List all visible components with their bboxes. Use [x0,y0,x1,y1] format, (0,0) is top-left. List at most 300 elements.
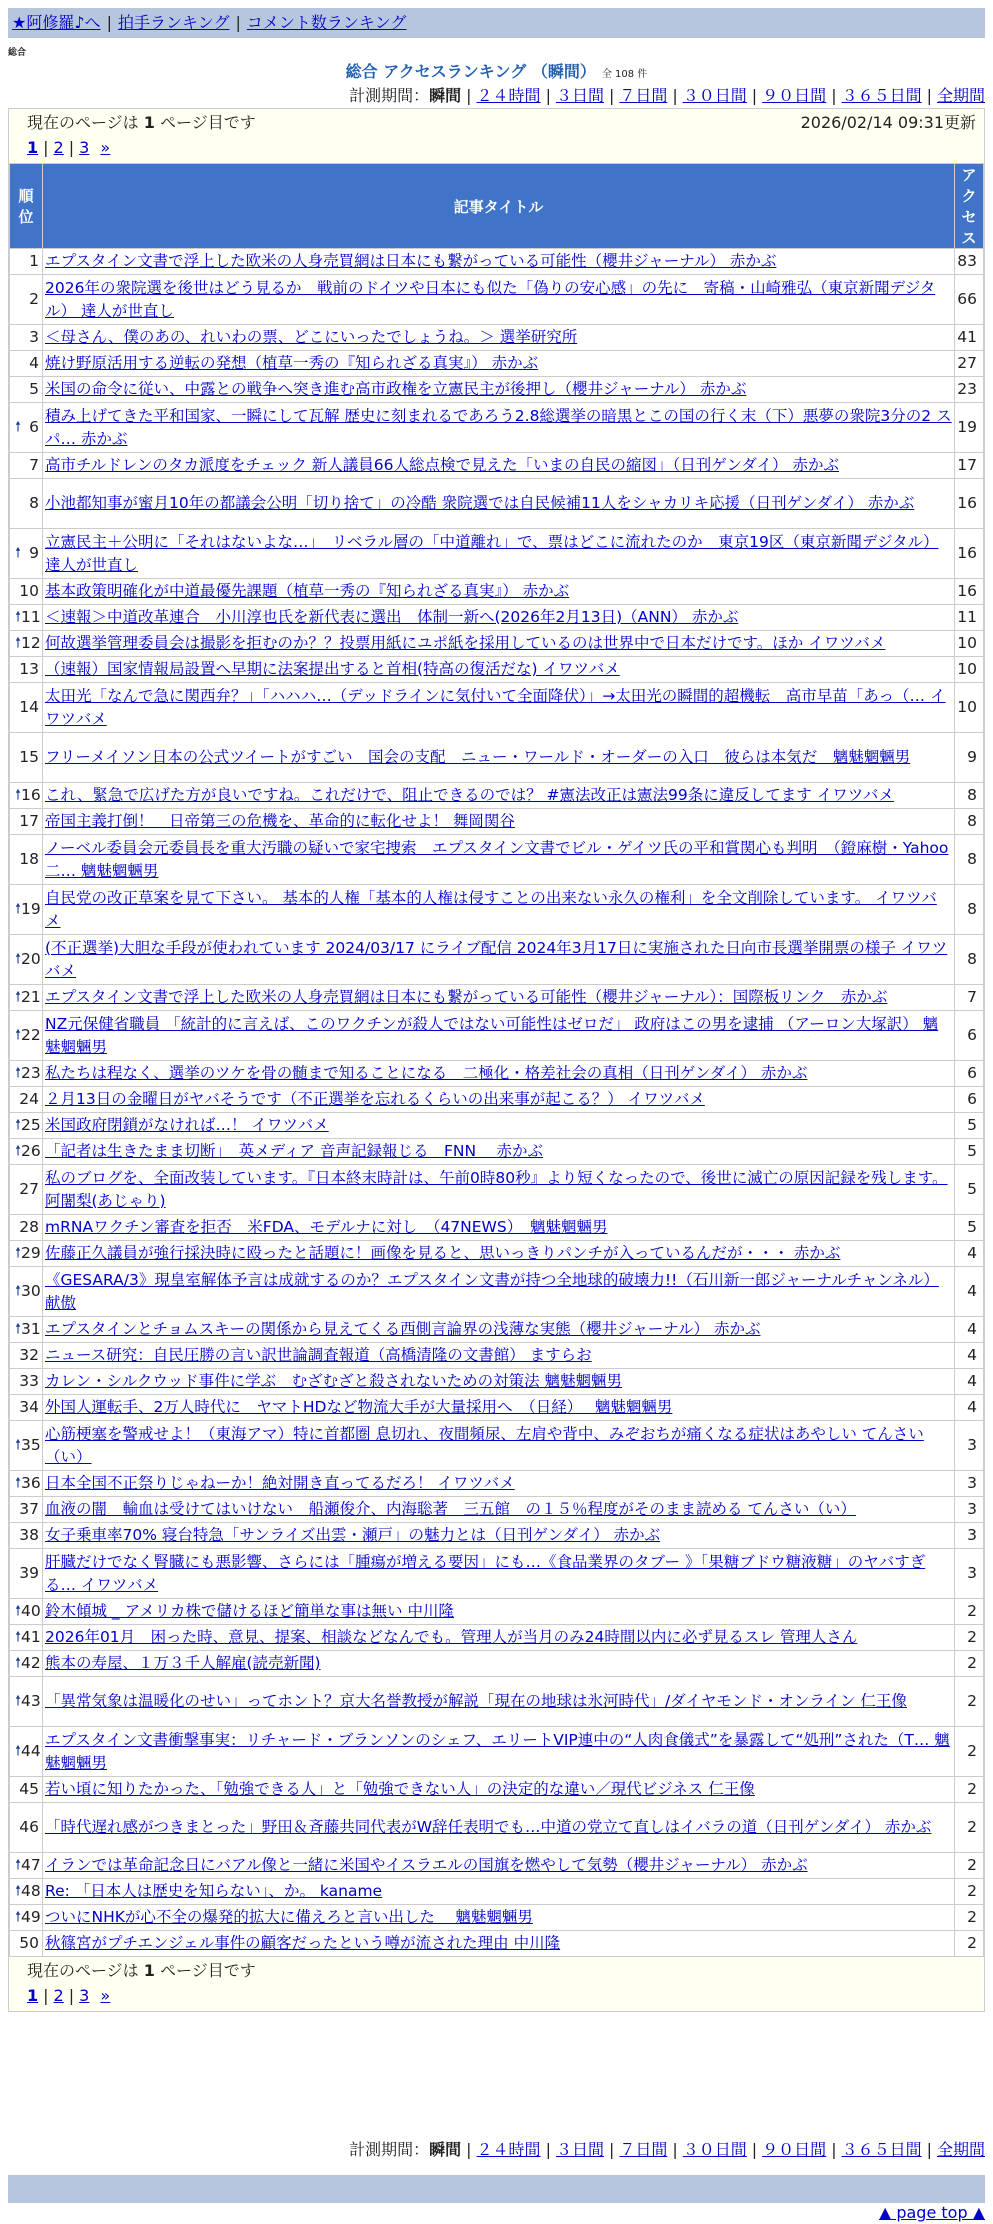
period-3[interactable]: ７日間 [619,86,668,105]
table-row [10,885,983,934]
access-count: 16 [955,529,983,578]
rank-number: 14 [19,698,39,716]
separator: | [672,86,678,105]
rank-number: 19 [21,900,41,918]
title-cell [43,1087,954,1112]
article-link[interactable]: 私のブログを、全面改装しています。『日本終末時計は、午前0時80秒』より短くなったので、後世に滅亡の原因記録を残します。 阿闍梨(あじゃり) [45,1168,948,1210]
separator: | [608,86,615,105]
separator: | [466,86,472,105]
table-row [10,1471,983,1496]
rank-number: 5 [29,380,39,398]
access-count: 9 [955,733,983,782]
rank-number: 25 [21,1116,41,1134]
rank-cell [10,377,42,402]
rank-up-icon: 🠕 [15,1629,22,1645]
access-count: 2 [955,1905,983,1930]
table-row [10,631,983,656]
rank-cell [10,1497,42,1522]
access-header: アクセス [955,164,983,248]
table-row [10,1113,983,1138]
separator: | [608,2140,615,2159]
table-row [10,1853,983,1878]
rank-number: 50 [19,1934,39,1952]
article-link[interactable]: 積み上げてきた平和国家、一瞬にして瓦解 歴史に刻まれるであろう2.8総選挙の暗黒とこの国の行く末（下）悪夢の衆院3分の2 スパ… 赤かぶ [45,406,952,448]
rank-cell [10,733,42,782]
table-row [10,783,983,808]
next-page-link[interactable]: » [100,1986,111,2005]
article-link[interactable]: 太田光「なんで急に関西弁？」「ハハハ…（デッドラインに気付いて全面降伏）」→太田光の瞬間的超機転 高市早苗「あっ（… イワツバメ [45,686,946,728]
period-2[interactable]: ３日間 [555,2140,604,2159]
rank-number: 48 [21,1882,41,1900]
current-page-number: 1 [143,1961,155,1980]
rank-cell [10,657,42,682]
article-link[interactable]: エプスタイン文書で浮上した欧米の人身売買網は日本にも繋がっている可能性（櫻井ジャーナル） 赤かぶ [45,252,777,270]
access-count: 16 [955,479,983,528]
comment-ranking-link[interactable]: コメント数ランキング [246,13,407,32]
access-count: 10 [955,683,983,732]
rank-cell [10,1549,42,1598]
access-count: 3 [955,1523,983,1548]
rank-cell [10,1599,42,1624]
article-link[interactable]: 女子乗車率70% 寝台特急「サンライズ出雲・瀬戸」の魅力とは（日刊ゲンダイ） 赤かぶ [45,1526,661,1544]
rank-cell [10,1369,42,1394]
access-count: 16 [955,579,983,604]
rank-number: 41 [21,1628,41,1646]
title-cell [43,1011,954,1060]
rank-cell [10,1241,42,1266]
article-link[interactable]: NZ元保健省職員 「統計的に言えば、このワクチンが殺人ではない可能性はゼロだ」 政府はこの男を逮捕 （アーロン大塚訳） 魑魅魍魎男 [45,1014,939,1056]
table-row [10,1931,983,1956]
rank-cell [10,985,42,1010]
current-page-number: 1 [143,113,155,132]
title-cell [43,1317,954,1342]
rank-number: 18 [19,850,39,868]
title-cell [43,1395,954,1420]
next-page-link[interactable]: » [100,138,111,157]
separator: | [751,86,758,105]
title-cell [43,733,954,782]
article-link[interactable]: 焼け野原活用する逆転の発想（植草一秀の『知られざる真実』） 赤かぶ [45,354,539,372]
rank-cell [10,1931,42,1956]
ranking-title: 総合 アクセスランキング （瞬間） [345,62,596,81]
rank-number: 28 [19,1218,39,1236]
separator: | [831,2140,837,2159]
rank-up-icon: 🠕 [15,1245,22,1261]
article-link[interactable]: エプスタインとチョムスキーの関係から見えてくる西側言論界の浅薄な実態（櫻井ジャーナル） 赤かぶ [45,1320,761,1338]
separator: | [466,2140,472,2159]
access-count: 8 [955,783,983,808]
article-link[interactable]: これ、緊急で広げた方が良いですね。これだけで、阻止できるのでは？ #憲法改正は憲法99条に違反してます イワツバメ [45,786,894,804]
rank-cell [10,1267,42,1316]
article-link[interactable]: 外国人運転手、2万人時代に ヤマトHDなど物流大手が大量採用へ （日経） 魑魅魍魎男 [45,1398,673,1416]
rank-number: 30 [21,1282,41,1300]
title-cell [43,249,954,274]
table-row [10,1879,983,1904]
table-row [10,1369,983,1394]
access-count: 5 [955,1139,983,1164]
title-cell [43,579,954,604]
title-cell [43,325,954,350]
article-link[interactable]: ２月13日の金曜日がヤバそうです（不正選挙を忘れるくらいの出来事が起こる？） イワツバメ [45,1090,705,1108]
title-cell [43,1241,954,1266]
page-link-3[interactable]: 3 [79,138,90,157]
separator: | [68,1986,75,2005]
article-link[interactable]: 「異常気象は温暖化のせい」ってホント？京大名誉教授が解説「現在の地球は氷河時代」/ダイヤモンド・オンライン 仁王像 [45,1692,907,1710]
rank-number: 43 [21,1692,41,1710]
bottom-bar [8,2175,985,2203]
rank-number: 17 [19,812,39,830]
rank-cell [10,1061,42,1086]
rank-number: 33 [19,1372,39,1390]
rank-cell [10,1853,42,1878]
access-count: 8 [955,809,983,834]
article-link[interactable]: 肝臓だけでなく腎臓にも悪影響、さらには「腫瘍が増える要因」にも…《食品業界のタブー 》「果糖ブドウ糖液糖」のヤバすぎる… イワツバメ [45,1552,926,1594]
rank-number: 16 [21,786,41,804]
access-count: 4 [955,1369,983,1394]
title-cell [43,1165,954,1214]
title-cell [43,529,954,578]
title-cell [43,275,954,324]
title-cell [43,1879,954,1904]
article-link[interactable]: 自民党の改正草案を見て下さい。 基本的人権「基本的人権は侵すことの出来ない永久の権利」を全文削除しています。 イワツバメ [45,888,937,930]
title-cell [43,1113,954,1138]
article-link[interactable]: 心筋梗塞を警戒せよ！（東海アマ）特に首都圏 息切れ、夜間頻尿、左肩や背中、みぞおちが痛くなる症状はあやしい てんさい（い） [45,1424,924,1466]
rank-number: 46 [19,1818,39,1836]
page-link-1[interactable]: 1 [27,138,39,157]
top-nav-bar: ★阿修羅♪へ | 拍手ランキング | コメント数ランキング [8,8,985,38]
article-link[interactable]: 佐藤正久議員が強行採決時に殴ったと話題に！画像を見ると、思いっきりパンチが入っているんだが・・・ 赤かぶ [45,1244,841,1262]
rank-up-icon: 🠕 [15,1143,22,1159]
rank-cell [10,453,42,478]
title-cell [43,631,954,656]
title-cell [43,683,954,732]
current-page-suffix: ページ目です [160,1961,256,1980]
article-link[interactable]: ノーベル委員会元委員長を重大汚職の疑いで家宅捜索 エプスタイン文書でビル・ゲイツ氏の平和賞関心も判明 （鐙麻樹・Yahoo二… 魑魅魍魎男 [45,838,949,880]
rank-number: 6 [29,418,39,436]
page-link-2[interactable]: 2 [53,1986,64,2005]
rank-cell [10,403,42,452]
rank-cell [10,1471,42,1496]
access-count: 8 [955,885,983,934]
period-4[interactable]: ３０日間 [682,86,747,105]
period-2[interactable]: ３日間 [555,86,604,105]
separator: | [43,138,49,157]
table-row [10,325,983,350]
article-link[interactable]: イランでは革命記念日にバアル像と一緒に米国やイスラエルの国旗を燃やして気勢（櫻井ジャーナル） 赤かぶ [45,1856,808,1874]
table-row [10,809,983,834]
title-cell [43,783,954,808]
rank-up-icon: 🠕 [15,1117,22,1133]
table-row [10,1599,983,1624]
period-6[interactable]: ３６５日間 [841,86,922,105]
access-count: 5 [955,1113,983,1138]
rank-number: 47 [21,1856,41,1874]
access-count: 41 [955,325,983,350]
rank-up-icon: 🠕 [15,545,22,561]
article-link[interactable]: カレン・シルクウッド事件に学ぶ むざむざと殺されないための対策法 魑魅魍魎男 [45,1372,623,1390]
home-link[interactable]: ★阿修羅♪へ [12,13,101,32]
article-link[interactable]: 2026年の衆院選を後世はどう見るか 戦前のドイツや日本にも似た「偽りの安心感」の先に 寄稿・山崎雅弘（東京新聞デジタル） 達人が世直し [45,278,936,320]
period-1[interactable]: ２４時間 [476,2140,541,2159]
page-top-link[interactable]: ▲ page top ▲ [878,2203,985,2222]
rank-number: 10 [19,582,39,600]
article-link[interactable]: 立憲民主＋公明に「それはないよな…」 リベラル層の「中道離れ」で、票はどこに流れたのか 東京19区（東京新聞デジタル） 達人が世直し [45,532,939,574]
rank-up-icon: 🠕 [15,1027,22,1043]
rank-number: 34 [19,1398,39,1416]
title-cell [43,809,954,834]
title-cell [43,1549,954,1598]
title-cell [43,885,954,934]
rank-cell [10,1625,42,1650]
article-link[interactable]: 小池都知事が蜜月10年の都議会公明「切り捨て」の冷酷 衆院選では自民候補11人をシャカリキ応援（日刊ゲンダイ） 赤かぶ [45,494,915,512]
rank-up-icon: 🠕 [15,951,22,967]
rank-number: 45 [19,1780,39,1798]
rank-number: 23 [21,1064,41,1082]
separator: | [926,86,932,105]
period-7[interactable]: 全期間 [936,2140,985,2159]
title-cell [43,351,954,376]
table-row [10,1139,983,1164]
rank-cell [10,325,42,350]
article-link[interactable]: 高市チルドレンのタカ派度をチェック 新人議員66人総点検で見えた「いまの自民の縮図」（日刊ゲンダイ） 赤かぶ [45,456,839,474]
access-count: 6 [955,1087,983,1112]
title-header: 記事タイトル [43,164,954,248]
rank-number: 32 [19,1346,39,1364]
article-link[interactable]: フリーメイソン日本の公式ツイートがすごい 国会の支配 ニュー・ワールド・オーダーの入口 彼らは本気だ 魑魅魍魎男 [45,748,911,766]
article-link[interactable]: 日本全国不正祭りじゃねーか！絶対開き直ってるだろ！ イワツバメ [45,1474,515,1492]
table-row [10,1165,983,1214]
article-link[interactable]: 若い頃に知りたかった、「勉強できる人」と「勉強できない人」の決定的な違い／現代ビジネス 仁王像 [45,1780,755,1798]
rank-number: 39 [19,1564,39,1582]
rank-cell [10,683,42,732]
access-count: 2 [955,1651,983,1676]
title-cell [43,1497,954,1522]
rank-cell [10,631,42,656]
title-cell [43,1139,954,1164]
period-label: 計測期間： [349,2140,430,2159]
separator: | [545,2140,551,2159]
rank-number: 44 [21,1742,41,1760]
article-link[interactable]: ＜速報＞中道改革連合 小川淳也氏を新代表に選出 体制一新へ(2026年2月13日)（ANN） 赤かぶ [45,608,739,626]
rank-up-icon: 🠕 [15,1065,22,1081]
article-link[interactable]: 私たちは程なく、選挙のツケを骨の髄まで知ることになる 二極化・格差社会の真相（日刊ゲンダイ） 赤かぶ [45,1064,808,1082]
rank-number: 4 [29,354,39,372]
table-row [10,249,983,274]
rank-number: 15 [19,748,39,766]
period-4[interactable]: ３０日間 [682,2140,747,2159]
rank-cell [10,885,42,934]
rank-number: 3 [29,328,39,346]
title-cell [43,1061,954,1086]
rank-cell [10,809,42,834]
access-count: 2 [955,1931,983,1956]
rank-up-icon: 🠕 [15,1883,22,1899]
rank-number: 37 [19,1500,39,1518]
access-count: 3 [955,1549,983,1598]
article-link[interactable]: 帝国主義打倒！ 日帝第三の危機を、革命的に転化せよ！ 舞岡関谷 [45,812,515,830]
title-cell [43,1471,954,1496]
access-count: 4 [955,1267,983,1316]
article-link[interactable]: 血液の闇 輸血は受けてはいけない 船瀬俊介、内海聡著 三五館 の１５％程度がそのまま読める てんさい（い） [45,1500,856,1518]
rank-cell [10,935,42,984]
rank-up-icon: 🠕 [15,1693,22,1709]
rank-up-icon: 🠕 [15,1475,22,1491]
rank-up-icon: 🠕 [15,989,22,1005]
title-cell [43,1677,954,1726]
table-row [10,351,983,376]
rank-number: 40 [21,1602,41,1620]
separator: | [672,2140,678,2159]
title-cell [43,453,954,478]
access-count: 17 [955,453,983,478]
table-row [10,1677,983,1726]
period-0: 瞬間 [429,86,462,105]
rank-up-icon: 🠕 [15,1283,22,1299]
period-3[interactable]: ７日間 [619,2140,668,2159]
title-cell [43,1853,954,1878]
title-cell [43,479,954,528]
table-row [10,1523,983,1548]
article-link[interactable]: ついにNHKが心不全の爆発的拡大に備えろと言い出した 魑魅魍魎男 [45,1908,533,1926]
rank-cell [10,1395,42,1420]
separator: | [43,1986,49,2005]
rank-number: 22 [21,1026,41,1044]
rank-cell [10,1677,42,1726]
article-link[interactable]: 《GESARA/3》現皇室解体予言は成就するのか？エプスタイン文書が持つ全地球的破壊力!!（石川新一郎ジャーナルチャンネル） 献傲 [45,1270,939,1312]
rank-number: 9 [29,544,39,562]
period-5[interactable]: ９０日間 [762,2140,827,2159]
table-row [10,657,983,682]
table-row [10,733,983,782]
access-count: 10 [955,631,983,656]
period-7[interactable]: 全期間 [936,86,985,105]
table-row [10,275,983,324]
table-row [10,683,983,732]
table-row [10,579,983,604]
article-link[interactable]: ニュース研究：自民圧勝の言い訳世論調査報道（高橋清隆の文書館） ますらお [45,1346,592,1364]
ranking-panel [8,108,985,2012]
page-link-1[interactable]: 1 [27,1986,39,2005]
period-6[interactable]: ３６５日間 [841,2140,922,2159]
table-row [10,1267,983,1316]
table-row [10,1317,983,1342]
rank-number: 42 [21,1654,41,1672]
table-row [10,835,983,884]
article-link[interactable]: エプスタイン文書で浮上した欧米の人身売買網は日本にも繋がっている可能性（櫻井ジャーナル）：国際板リンク 赤かぶ [45,988,888,1006]
article-link[interactable]: 鈴木傾城 _ アメリカ株で儲けるほど簡単な事は無い 中川隆 [45,1602,454,1620]
table-row [10,1343,983,1368]
rank-up-icon: 🠕 [15,419,22,435]
rank-number: 38 [19,1526,39,1544]
access-count: 3 [955,1497,983,1522]
rank-number: 21 [21,988,41,1006]
rank-cell [10,1011,42,1060]
rank-cell [10,1215,42,1240]
title-cell [43,1905,954,1930]
rank-up-icon: 🠕 [15,1909,22,1925]
title-cell [43,1625,954,1650]
title-cell [43,1421,954,1470]
title-cell [43,1777,954,1802]
table-row [10,1651,983,1676]
rank-number: 8 [29,494,39,512]
article-link[interactable]: 「時代遅れ感がつきまとった」野田＆斉藤共同代表がW辞任表明でも…中道の党立て直しはイバラの道（日刊ゲンダイ） 赤かぶ [45,1818,932,1836]
access-count: 3 [955,1471,983,1496]
article-link[interactable]: エプスタイン文書衝撃事実：リチャード・ブランソンのシェフ、エリートVIP連中の“人肉食儀式”を暴露して“処刑”された（T… 魑魅魍魎男 [45,1730,950,1772]
rank-up-icon: 🠕 [15,609,22,625]
table-row [10,1215,983,1240]
article-link[interactable]: 何故選挙管理委員会は撮影を拒むのか？？投票用紙にユポ紙を採用しているのは世界中で日本だけです。ほか イワツバメ [45,634,886,652]
page-link-3[interactable]: 3 [79,1986,90,2005]
clap-ranking-link[interactable]: 拍手ランキング [117,13,230,32]
rank-up-icon: 🠕 [15,1857,22,1873]
title-cell [43,1267,954,1316]
access-count: 4 [955,1241,983,1266]
title-cell [43,1727,954,1776]
article-link[interactable]: 米国の命令に従い、中露との戦争へ突き進む高市政権を立憲民主が後押し（櫻井ジャーナル） 赤かぶ [45,380,747,398]
article-link[interactable]: 「記者は生きたまま切断」 英メディア 音声記録報じる FNN 赤かぶ [45,1142,543,1160]
access-count: 2 [955,1625,983,1650]
article-link[interactable]: mRNAワクチン審査を拒否 米FDA、モデルナに対し （47NEWS） 魑魅魍魎男 [45,1218,608,1236]
article-link[interactable]: ＜母さん、僕のあの、れいわの票、どこにいったでしょうね。＞ 選挙研究所 [45,328,578,346]
access-count: 2 [955,1727,983,1776]
article-link[interactable]: (不正選挙)大胆な手段が使われています 2024/03/17 にライブ配信 2024年3月17日に実施された日向市長選挙開票の様子 イワツバメ [45,938,948,980]
table-row [10,453,983,478]
rank-number: 12 [21,634,41,652]
article-link[interactable]: （速報）国家情報局設置へ早期に法案提出すると首相(特高の復活だな) イワツバメ [45,660,620,678]
title-cell [43,1803,954,1852]
rank-number: 27 [19,1180,39,1198]
table-row [10,605,983,630]
access-count: 3 [955,1421,983,1470]
article-link[interactable]: 熊本の寿屋、１万３千人解雇(読売新聞) [45,1654,321,1672]
title-cell [43,1215,954,1240]
access-count: 2 [955,1777,983,1802]
article-link[interactable]: Re: 「日本人は歴史を知らない」、か。 kaname [45,1882,383,1900]
title-cell [43,1599,954,1624]
article-link[interactable]: 基本政策明確化が中道最優先課題（植草一秀の『知られざる真実』） 赤かぶ [45,582,570,600]
table-row [10,1011,983,1060]
article-link[interactable]: 秋篠宮がプチエンジェル事件の顧客だったという噂が流された理由 中川隆 [45,1934,561,1952]
table-row [10,1497,983,1522]
title-cell [43,657,954,682]
rank-up-icon: 🠕 [15,1743,22,1759]
article-link[interactable]: 2026年01月 困った時、意見、提案、相談などなんでも。管理人が当月のみ24時間以内に必ず見るスレ 管理人さん [45,1628,858,1646]
rank-cell [10,1727,42,1776]
rank-number: 35 [21,1436,41,1454]
period-0: 瞬間 [429,2140,462,2159]
table-row [10,1087,983,1112]
title-cell [43,1931,954,1956]
current-page-info [9,109,984,137]
table-row [10,1727,983,1776]
separator: | [68,138,75,157]
rank-number: 7 [29,456,39,474]
page-link-2[interactable]: 2 [53,138,64,157]
separator: | [831,86,837,105]
period-selector-bottom [349,2140,985,2160]
period-5[interactable]: ９０日間 [762,86,827,105]
article-link[interactable]: 米国政府閉鎖がなければ…！ イワツバメ [45,1116,329,1134]
rank-cell [10,1421,42,1470]
pagination-top [9,137,984,163]
period-1[interactable]: ２４時間 [476,86,541,105]
page-title [0,62,993,85]
table-row [10,1905,983,1930]
rank-header: 順位 [10,164,42,248]
table-row [10,935,983,984]
access-count: 19 [955,403,983,452]
